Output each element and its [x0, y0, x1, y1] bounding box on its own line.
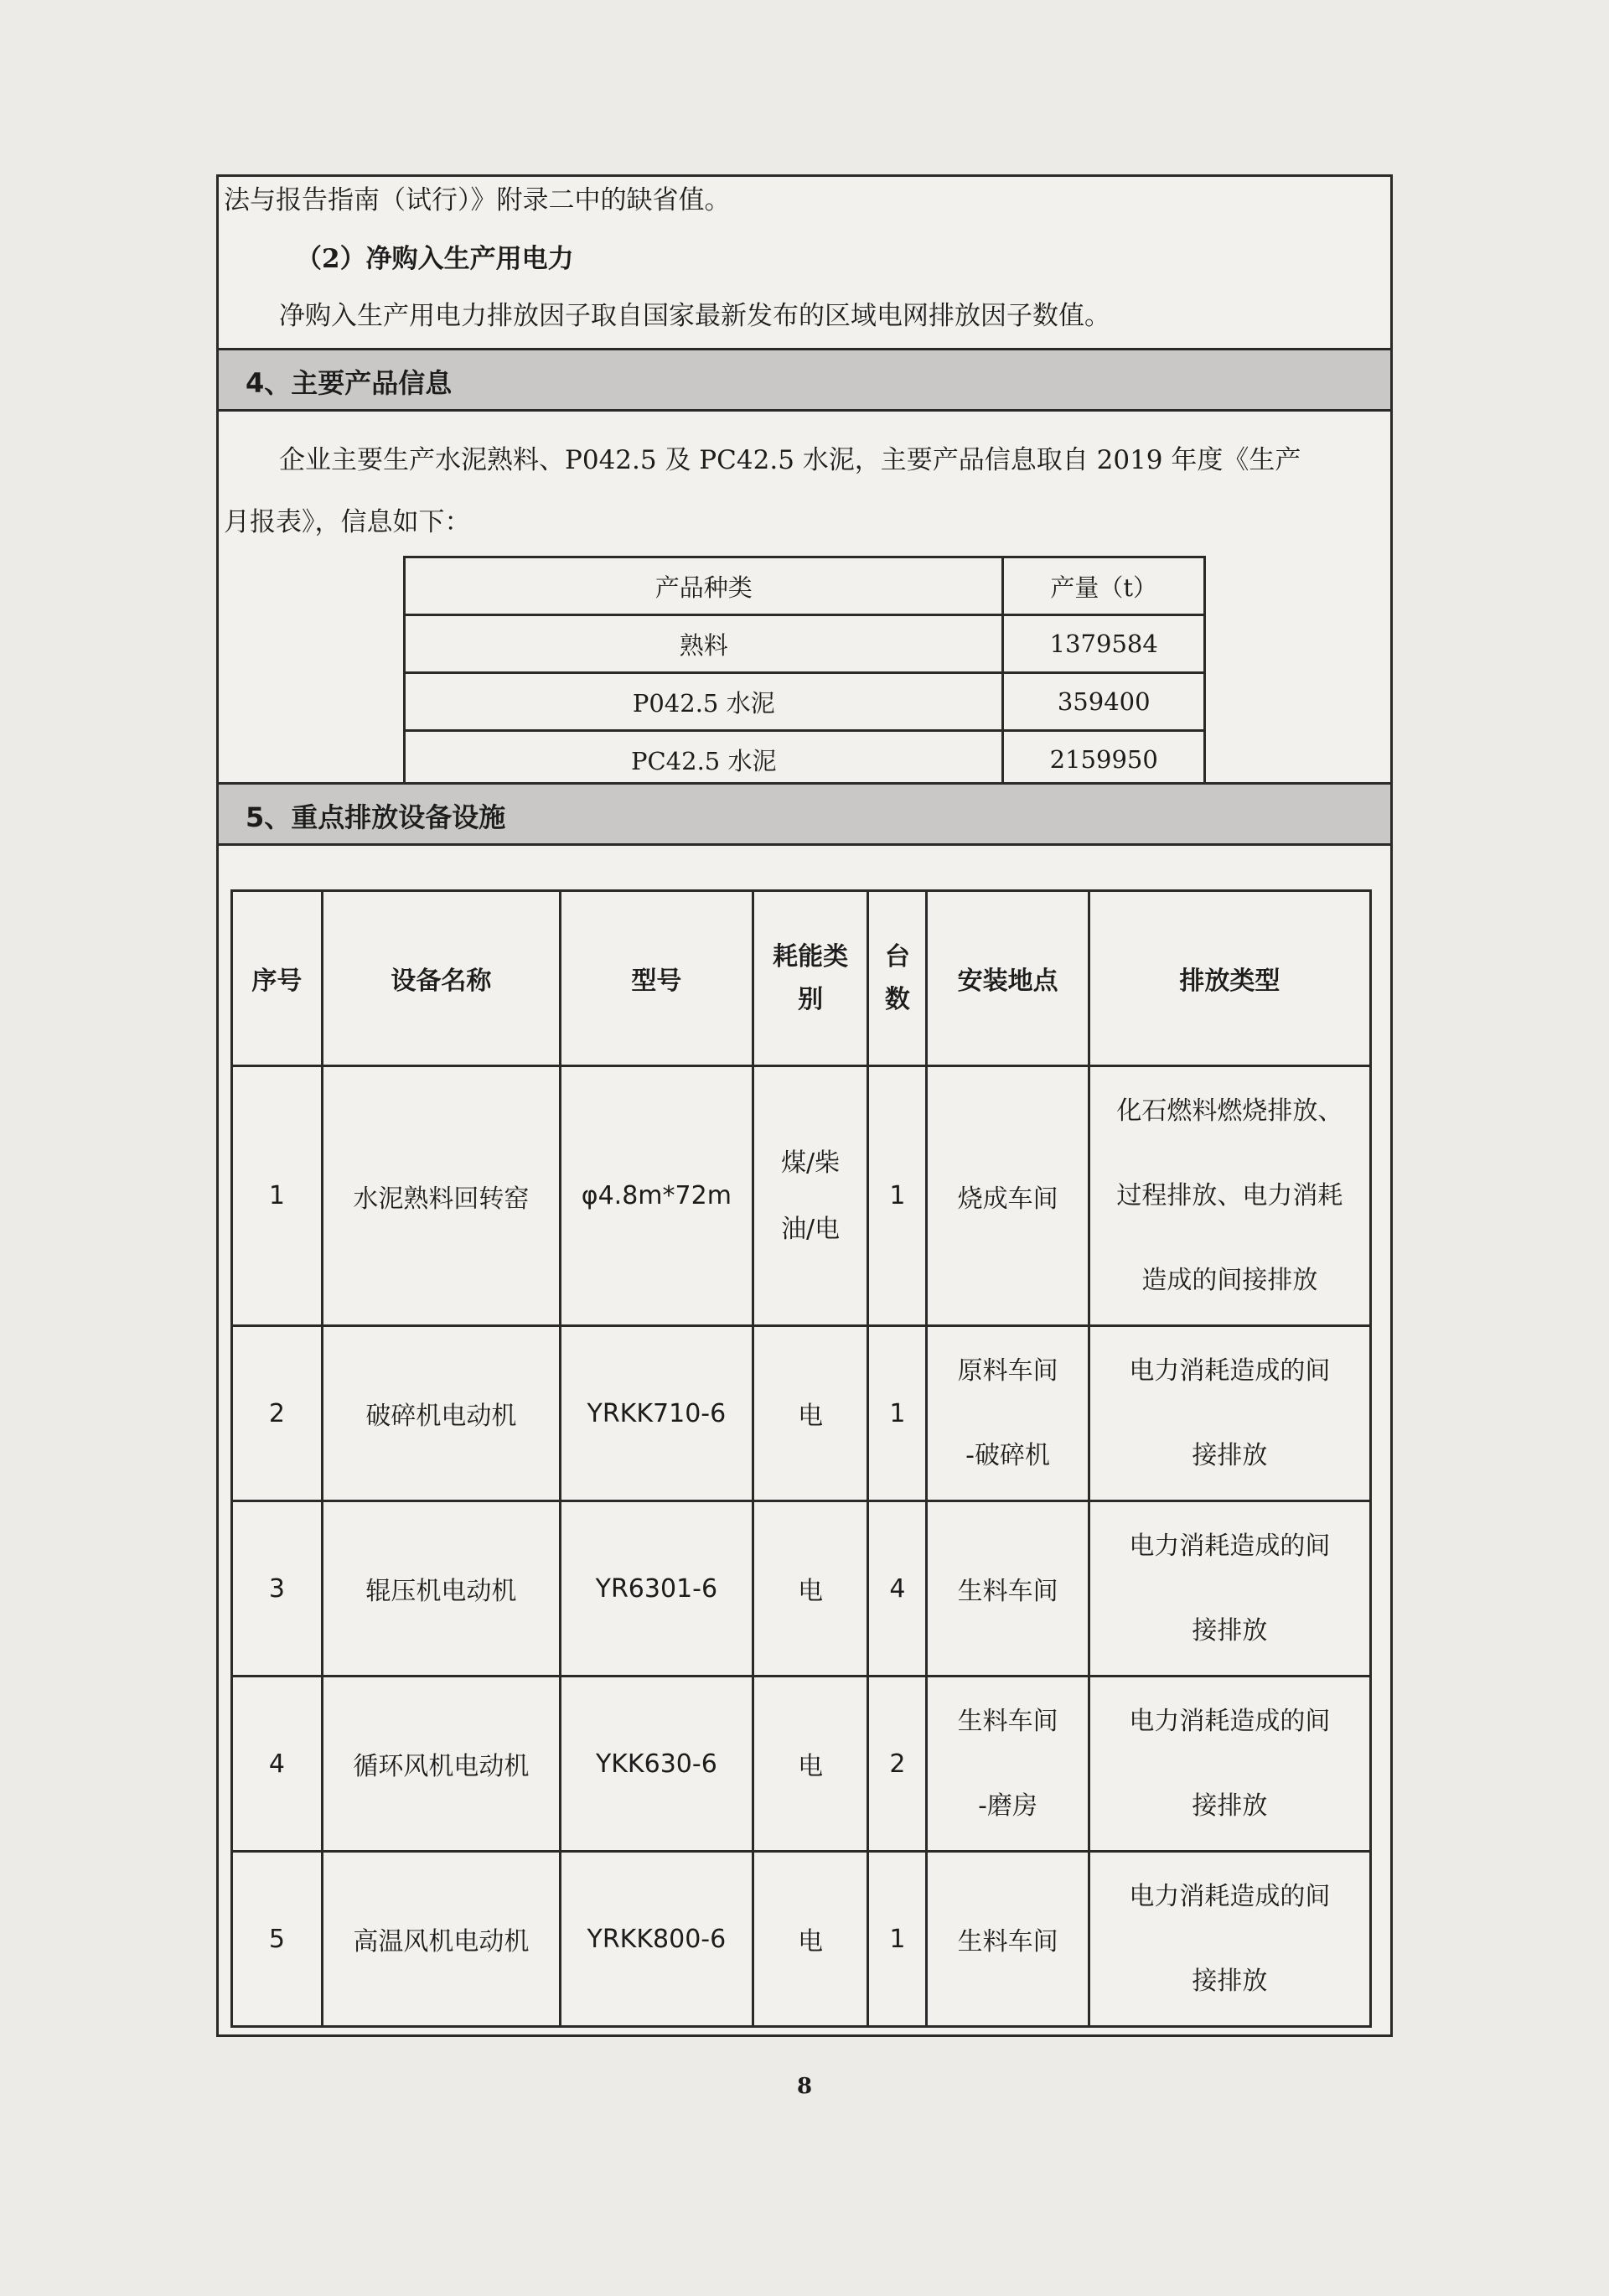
- col-model: 型号: [560, 891, 753, 1066]
- table-row: [405, 731, 1205, 789]
- equip-name: 辊压机电动机: [322, 1501, 560, 1677]
- table-row: [232, 1066, 1371, 1326]
- table-row: [232, 1501, 1371, 1677]
- equip-no: 3: [232, 1501, 323, 1677]
- product-output: 2159950: [1003, 731, 1205, 789]
- section4-heading-band: [219, 348, 1390, 412]
- equip-count: 4: [868, 1501, 927, 1677]
- equip-count: 1: [868, 1066, 927, 1326]
- equip-emission: 电力消耗造成的间 接排放: [1089, 1326, 1370, 1501]
- equip-location: 生料车间: [927, 1501, 1089, 1677]
- product-col-type: 产品种类: [405, 557, 1003, 615]
- product-name: 熟料: [405, 615, 1003, 673]
- section4-line2: 月报表》，信息如下：: [224, 507, 471, 537]
- equip-location: 烧成车间: [927, 1066, 1089, 1326]
- section4-heading: 4、主要产品信息: [246, 367, 453, 399]
- equip-location: 生料车间 -磨房: [927, 1677, 1089, 1852]
- table-row: [232, 1326, 1371, 1501]
- equip-energy: 电: [753, 1501, 868, 1677]
- section4-line1: 企业主要生产水泥熟料、P042.5 及 PC42.5 水泥，主要产品信息取自 2019 年度《生产: [279, 445, 1301, 475]
- equip-emission: 电力消耗造成的间 接排放: [1089, 1677, 1370, 1852]
- equip-name: 高温风机电动机: [322, 1852, 560, 2027]
- product-output: 359400: [1003, 673, 1205, 731]
- equip-count: 1: [868, 1326, 927, 1501]
- section3-line2: 净购入生产用电力排放因子取自国家最新发布的区域电网排放因子数值。: [279, 301, 1110, 331]
- section5-heading: 5、重点排放设备设施: [246, 801, 506, 833]
- equip-count: 2: [868, 1677, 927, 1852]
- equip-energy: 电: [753, 1677, 868, 1852]
- equip-no: 2: [232, 1326, 323, 1501]
- equip-name: 循环风机电动机: [322, 1677, 560, 1852]
- equip-energy: 电: [753, 1326, 868, 1501]
- equip-energy: 电: [753, 1852, 868, 2027]
- product-output: 1379584: [1003, 615, 1205, 673]
- table-row: [232, 1852, 1371, 2027]
- page-number: 8: [796, 2074, 813, 2099]
- equipment-table-header: [232, 891, 1371, 1066]
- table-row: [232, 1677, 1371, 1852]
- equip-energy: 煤/柴 油/电: [753, 1066, 868, 1326]
- report-frame: [216, 174, 1393, 2037]
- product-table-header: [405, 557, 1205, 615]
- equip-count: 1: [868, 1852, 927, 2027]
- equip-model: YRKK800-6: [560, 1852, 753, 2027]
- col-location: 安装地点: [927, 891, 1089, 1066]
- equip-model: φ4.8m*72m: [560, 1066, 753, 1326]
- table-row: [405, 615, 1205, 673]
- equip-location: 生料车间: [927, 1852, 1089, 2027]
- equip-no: 1: [232, 1066, 323, 1326]
- equip-no: 5: [232, 1852, 323, 2027]
- section5-heading-band: [219, 782, 1390, 846]
- col-emission: 排放类型: [1089, 891, 1370, 1066]
- equip-model: YKK630-6: [560, 1677, 753, 1852]
- equip-name: 破碎机电动机: [322, 1326, 560, 1501]
- equip-name: 水泥熟料回转窑: [322, 1066, 560, 1326]
- product-name: PC42.5 水泥: [405, 731, 1003, 789]
- equip-emission: 电力消耗造成的间 接排放: [1089, 1852, 1370, 2027]
- equip-model: YR6301-6: [560, 1501, 753, 1677]
- equip-location: 原料车间 -破碎机: [927, 1326, 1089, 1501]
- col-name: 设备名称: [322, 891, 560, 1066]
- equip-emission: 化石燃料燃烧排放、 过程排放、电力消耗 造成的间接排放: [1089, 1066, 1370, 1326]
- section3-subheading: （2）净购入生产用电力: [296, 244, 574, 274]
- product-table: [403, 556, 1206, 790]
- col-energy: 耗能类 别: [753, 891, 868, 1066]
- equipment-table: [230, 889, 1372, 2028]
- section3-line1: 法与报告指南（试行）》附录二中的缺省值。: [224, 185, 731, 215]
- product-name: P042.5 水泥: [405, 673, 1003, 731]
- product-col-output: 产量（t）: [1003, 557, 1205, 615]
- equip-emission: 电力消耗造成的间 接排放: [1089, 1501, 1370, 1677]
- table-row: [405, 673, 1205, 731]
- col-count: 台 数: [868, 891, 927, 1066]
- col-no: 序号: [232, 891, 323, 1066]
- equip-model: YRKK710-6: [560, 1326, 753, 1501]
- equip-no: 4: [232, 1677, 323, 1852]
